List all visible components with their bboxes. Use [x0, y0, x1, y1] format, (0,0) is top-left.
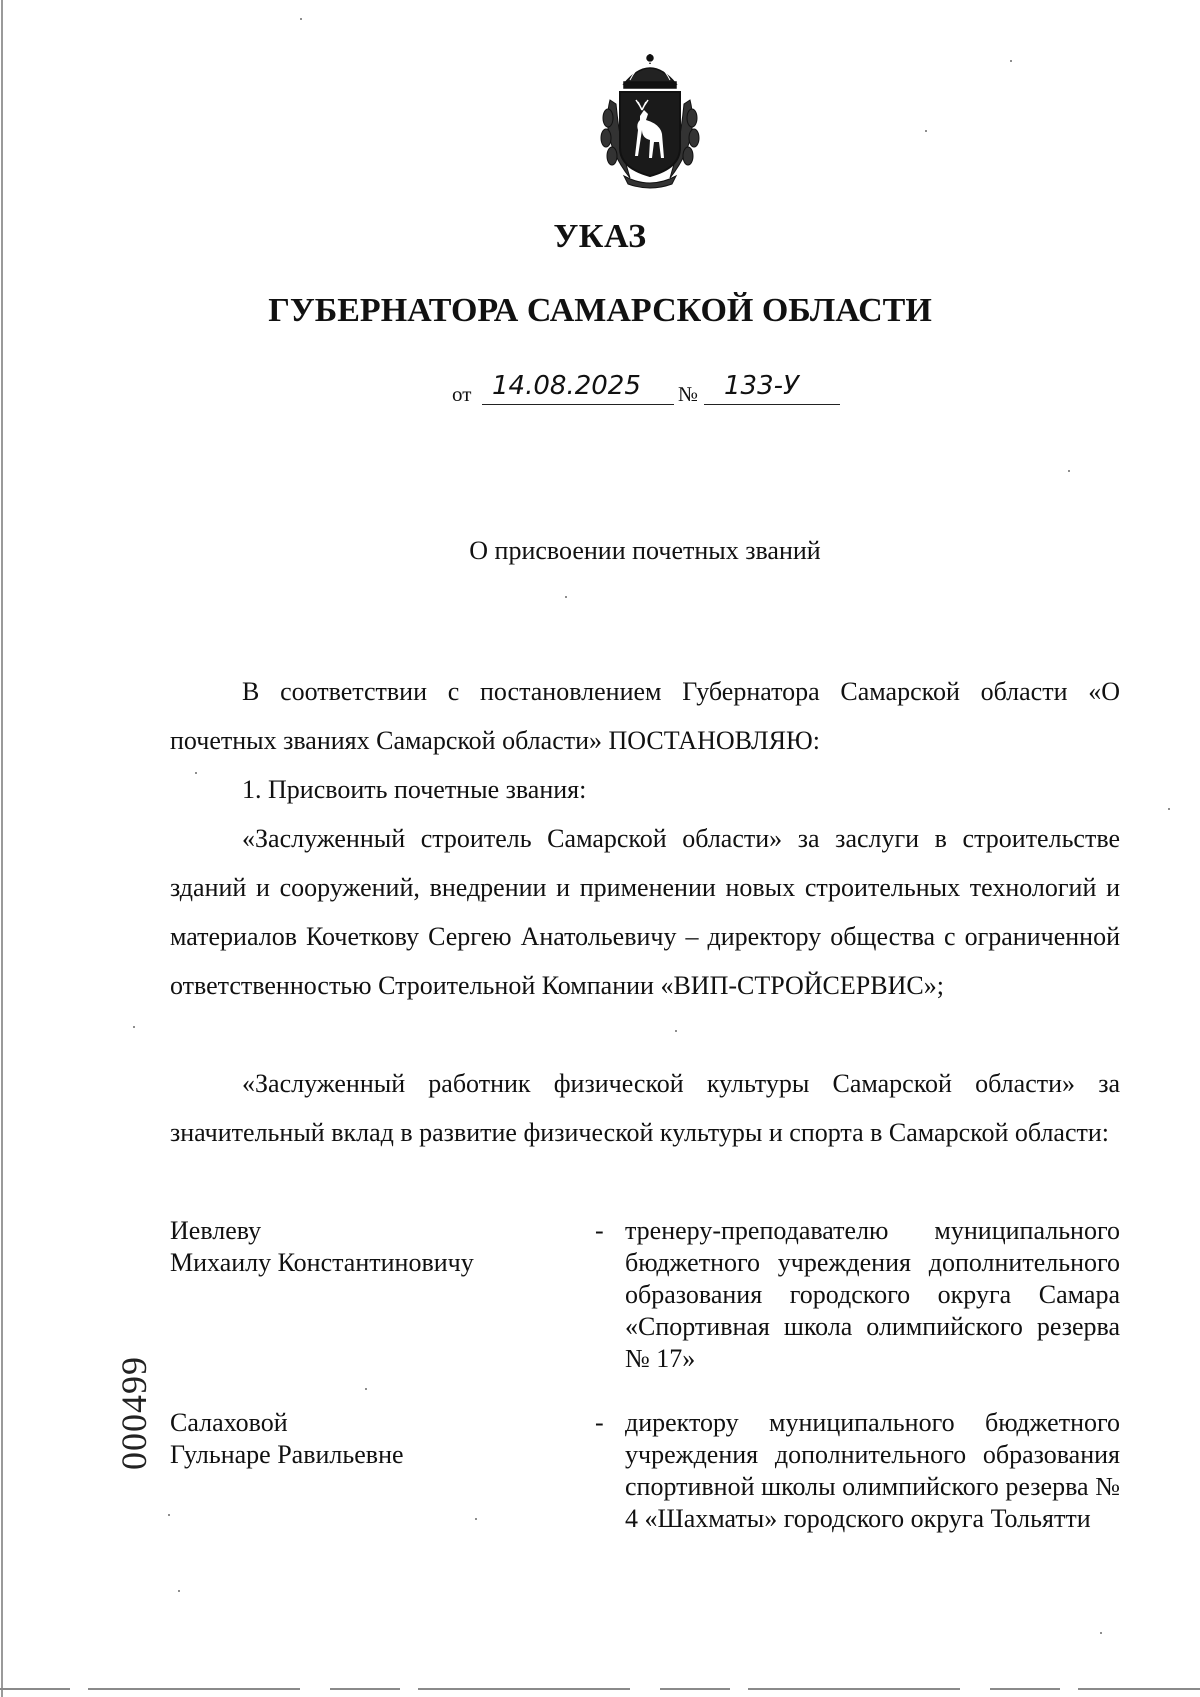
scan-speck — [675, 1030, 677, 1032]
scan-speck — [178, 1590, 180, 1592]
scan-speck — [133, 1026, 135, 1028]
scan-bottom-edge — [0, 1688, 1200, 1690]
scan-speck — [475, 1518, 477, 1520]
document-type-title: УКАЗ — [553, 218, 647, 255]
recipient-surname: Иевлеву — [170, 1216, 262, 1245]
margin-serial-number: 000499 — [114, 1356, 154, 1470]
scan-speck — [1168, 808, 1170, 810]
entry-dash: - — [595, 1408, 604, 1437]
recipient-given-names: Гульнаре Равильевне — [170, 1440, 404, 1469]
scan-speck — [168, 1514, 170, 1516]
recipient-surname: Салаховой — [170, 1408, 288, 1437]
document-subject: О присвоении почетных званий — [469, 536, 821, 565]
intro-paragraph: В соответствии с постановлением Губернатора Самарской области «О почетных званиях Самарской области» ПОСТАНОВЛЯЮ: — [170, 677, 1120, 755]
sport-award-paragraph: «Заслуженный работник физической культуры Самарской области» за значительный вклад в развитие физической культуры и спорта в Самарской области: — [170, 1069, 1120, 1147]
number-value-handwritten: 133-У — [704, 368, 840, 405]
date-label: от — [452, 382, 472, 406]
scan-speck — [1100, 1632, 1102, 1634]
item-1-paragraph: 1. Присвоить почетные звания: — [242, 775, 587, 804]
entry-dash: - — [595, 1216, 604, 1245]
coat-of-arms-emblem — [580, 50, 720, 190]
number-label: № — [678, 382, 699, 406]
crown-icon — [624, 54, 676, 88]
issuer-title: ГУБЕРНАТОРА САМАРСКОЙ ОБЛАСТИ — [268, 292, 932, 329]
recipient-name — [170, 1215, 570, 1279]
date-number-line — [452, 368, 852, 408]
builder-award-paragraph: «Заслуженный строитель Самарской области» за заслуги в строительстве зданий и сооружений, внедрении и применении новых строительных технологий и материалов Кочеткову Сергею Анатольевичу – директору общества с ограниченной ответственностью Строительной Компании «ВИП-СТРОЙСЕРВИС»; — [170, 824, 1120, 1000]
scan-speck — [1010, 60, 1012, 62]
scan-speck — [300, 18, 302, 20]
date-value-handwritten: 14.08.2025 — [482, 368, 674, 405]
recipient-position: директору муниципального бюджетного учреждения дополнительного образования спортивной школы олимпийского резерва № 4 «Шахматы» городского округа Тольятти — [625, 1408, 1120, 1533]
recipient-given-names: Михаилу Константиновичу — [170, 1248, 474, 1277]
recipient-position: тренеру-преподавателю муниципального бюджетного учреждения дополнительного образования городского округа Самара «Спортивная школа олимпийского резерва № 17» — [625, 1216, 1120, 1373]
scan-speck — [365, 1388, 367, 1390]
recipient-name — [170, 1407, 570, 1471]
scan-speck — [565, 596, 567, 598]
scan-speck — [1068, 470, 1070, 472]
scan-speck — [925, 130, 927, 132]
